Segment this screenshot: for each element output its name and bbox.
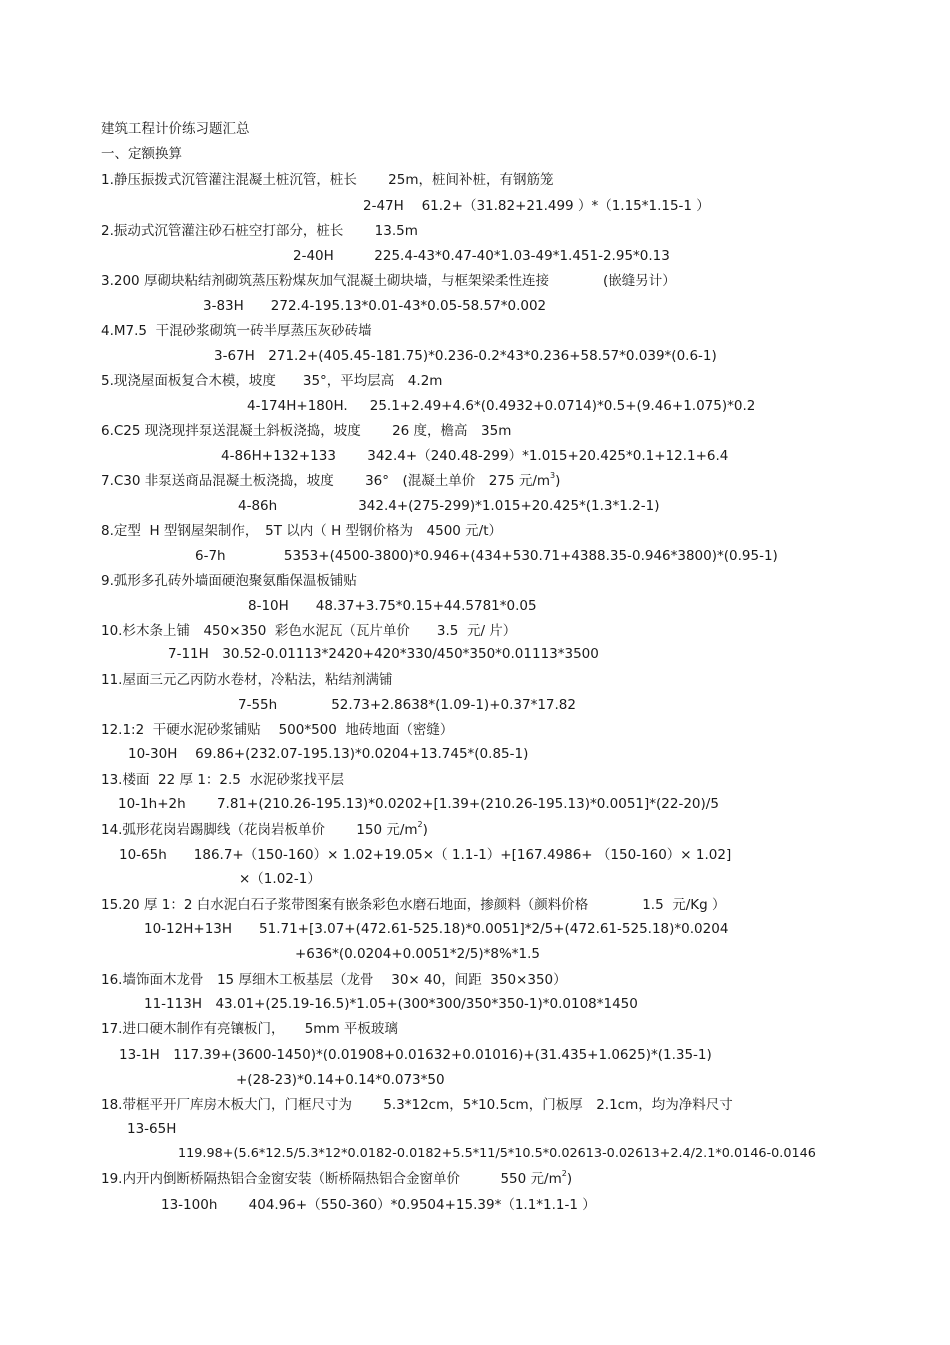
problem-15: 15.20 厚 1：2 白水泥白石子浆带图案有嵌条彩色水磨石地面，掺颜料（颜料价格 1.5 元/Kg ） [101, 897, 726, 913]
problem-14-text: 14.弧形花岗岩踢脚线（花岗岩板单价 150 元/m [101, 822, 418, 838]
section-heading: 一、定额换算 [101, 146, 182, 162]
problem-7-text: 7.C30 非泵送商品混凝土板浇捣，坡度 36° (混凝土单价 275 元/m [101, 473, 551, 489]
answer-5: 4-174H+180H. 25.1+2.49+4.6*(0.4932+0.0714)*0.5+(9.46+1.075)*0.2 [247, 398, 756, 414]
answer-12: 10-30H 69.86+(232.07-195.13)*0.0204+13.745*(0.85-1) [128, 746, 529, 762]
answer-17-cont: +(28-23)*0.14+0.14*0.073*50 [236, 1072, 445, 1088]
answer-14: 10-65h 186.7+（150-160）× 1.02+19.05×（ 1.1-1）+[167.4986+ （150-160）× 1.02] [119, 847, 732, 863]
answer-2: 2-40H 225.4-43*0.47-40*1.03-49*1.451-2.95*0.13 [293, 248, 670, 264]
problem-8: 8.定型 H 型钢屋架制作， 5T 以内（ H 型钢价格为 4500 元/t） [101, 523, 503, 539]
superscript-2: 2 [417, 819, 423, 829]
answer-18: 119.98+(5.6*12.5/5.3*12*0.0182-0.0182+5.5*11/5*10.5*0.02613-0.02613+2.4/2.1*0.0146-0.0146 [178, 1146, 816, 1161]
problem-11: 11.屋面三元乙丙防水卷材，冷粘法，粘结剂满铺 [101, 672, 393, 688]
answer-14-cont: ×（1.02-1） [239, 871, 321, 887]
problem-13: 13.楼面 22 厚 1：2.5 水泥砂浆找平层 [101, 772, 344, 788]
problem-5: 5.现浇屋面板复合木模，坡度 35°，平均层高 4.2m [101, 373, 443, 389]
problem-3: 3.200 厚砌块粘结剂砌筑蒸压粉煤灰加气混凝土砌块墙，与框架梁柔性连接 (嵌缝另计） [101, 273, 676, 289]
answer-10: 7-11H 30.52-0.01113*2420+420*330/450*350*0.01113*3500 [168, 646, 599, 662]
answer-15: 10-12H+13H 51.71+[3.07+(472.61-525.18)*0.0051]*2/5+(472.61-525.18)*0.0204 [144, 921, 729, 937]
answer-4: 3-67H 271.2+(405.45-181.75)*0.236-0.2*43*0.236+58.57*0.039*(0.6-1) [214, 348, 717, 364]
problem-7: 7.C30 非泵送商品混凝土板浇捣，坡度 36° (混凝土单价 275 元$/m^3$) [101, 470, 561, 489]
answer-16: 11-113H 43.01+(25.19-16.5)*1.05+(300*300/350*350-1)*0.0108*1450 [144, 996, 638, 1012]
answer-8: 6-7h 5353+(4500-3800)*0.946+(434+530.71+4388.35-0.946*3800)*(0.95-1) [195, 548, 778, 564]
answer-3: 3-83H 272.4-195.13*0.01-43*0.05-58.57*0.002 [203, 298, 547, 314]
problem-1: 1.静压振拨式沉管灌注混凝土桩沉管，桩长 25m，桩间补桩，有钢筋笼 [101, 172, 554, 188]
problem-6: 6.C25 现浇现拌泵送混凝土斜板浇捣，坡度 26 度，檐高 35m [101, 423, 512, 439]
superscript-3: 3 [550, 470, 556, 480]
problem-14: 14.弧形花岗岩踢脚线（花岗岩板单价 150 元$/m^2$) [101, 819, 428, 838]
problem-17: 17.进口硬木制作有亮镶板门， 5mm 平板玻璃 [101, 1021, 398, 1037]
problem-16: 16.墙饰面木龙骨 15 厚细木工板基层（龙骨 30× 40，间距 350×350） [101, 972, 567, 988]
problem-9: 9.弧形多孔砖外墙面硬泡聚氨酯保温板铺贴 [101, 573, 357, 589]
answer-13: 10-1h+2h 7.81+(210.26-195.13)*0.0202+[1.39+(210.26-195.13)*0.0051]*(22-20)/5 [118, 796, 719, 812]
problem-4: 4.M7.5 干混砂浆砌筑一砖半厚蒸压灰砂砖墙 [101, 323, 372, 339]
superscript-2b: 2 [561, 1168, 567, 1178]
answer-11: 7-55h 52.73+2.8638*(1.09-1)+0.37*17.82 [238, 697, 576, 713]
answer-18-code: 13-65H [127, 1121, 177, 1137]
answer-6: 4-86H+132+133 342.4+（240.48-299）*1.015+20.425*0.1+12.1+6.4 [221, 448, 729, 464]
document-title: 建筑工程计价练习题汇总 [101, 121, 250, 137]
answer-19: 13-100h 404.96+（550-360）*0.9504+15.39*（1.1*1.1-1 ） [161, 1197, 596, 1213]
answer-9: 8-10H 48.37+3.75*0.15+44.5781*0.05 [248, 598, 537, 614]
problem-10: 10.杉木条上铺 450×350 彩色水泥瓦（瓦片单价 3.5 元/ 片） [101, 623, 517, 639]
answer-7: 4-86h 342.4+(275-299)*1.015+20.425*(1.3*1.2-1) [238, 498, 660, 514]
problem-19: 19.内开内倒断桥隔热铝合金窗安装（断桥隔热铝合金窗单价 550 元$/m^2$) [101, 1168, 573, 1187]
problem-12: 12.1:2 干硬水泥砂浆铺贴 500*500 地砖地面（密缝） [101, 722, 454, 738]
answer-17: 13-1H 117.39+(3600-1450)*(0.01908+0.01632+0.01016)+(31.435+1.0625)*(1.35-1) [119, 1047, 712, 1063]
problem-19-text: 19.内开内倒断桥隔热铝合金窗安装（断桥隔热铝合金窗单价 550 元/m [101, 1171, 562, 1187]
problem-2: 2.振动式沉管灌注砂石桩空打部分，桩长 13.5m [101, 223, 418, 239]
answer-15-cont: +636*(0.0204+0.0051*2/5)*8%*1.5 [295, 946, 541, 962]
problem-18: 18.带框平开厂库房木板大门，门框尺寸为 5.3*12cm，5*10.5cm，门板厚 2.1cm，均为净料尺寸 [101, 1097, 733, 1113]
answer-1: 2-47H 61.2+（31.82+21.499 ）*（1.15*1.15-1 ） [363, 198, 710, 214]
